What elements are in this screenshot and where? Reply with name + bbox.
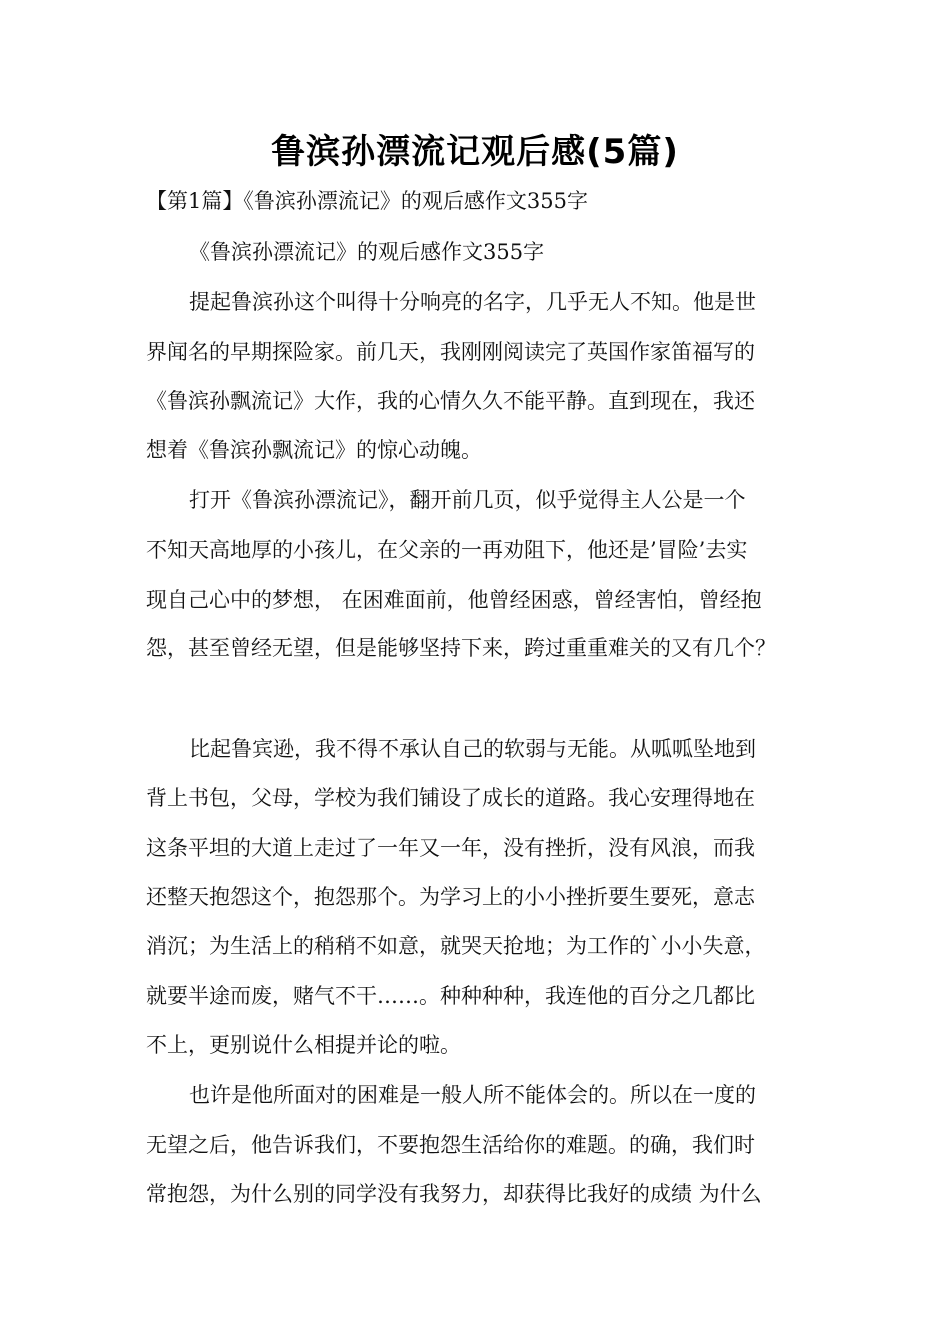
document-title: 鲁滨孙漂流记观后感(5篇) (271, 132, 679, 172)
paragraph-line: 打开《鲁滨孙漂流记》，翻开前几页，似乎觉得主人公是一个 (189, 488, 746, 512)
paragraph-line: 还整天抱怨这个，抱怨那个。为学习上的小小挫折要生要死，意志 (146, 885, 755, 909)
paragraph-line: 就要半途而废，赌气不干……。种种种种，我连他的百分之几都比 (146, 984, 755, 1008)
paragraph-line: 想着《鲁滨孙飘流记》的惊心动魄。 (146, 438, 482, 462)
paragraph-line: 怨，甚至曾经无望，但是能够坚持下来，跨过重重难关的又有几个？ (146, 636, 776, 660)
paragraph-line: 不知天高地厚的小孩儿，在父亲的一再劝阻下，他还是’冒险’去实 (146, 538, 748, 562)
paragraph-line: 不上，更别说什么相提并论的啦。 (146, 1033, 461, 1057)
paragraph-line: 也许是他所面对的困难是一般人所不能体会的。所以在一度的 (189, 1083, 756, 1107)
paragraph-line: 这条平坦的大道上走过了一年又一年，没有挫折，没有风浪，而我 (146, 836, 755, 860)
paragraph-line: 界闻名的早期探险家。前几天，我刚刚阅读完了英国作家笛福写的 (146, 340, 755, 364)
paragraph-line: 常抱怨，为什么别的同学没有我努力，却获得比我好的成绩 为什么 (146, 1182, 762, 1206)
paragraph-line: 无望之后，他告诉我们，不要抱怨生活给你的难题。的确，我们时 (146, 1133, 755, 1157)
paragraph-line: 比起鲁宾逊，我不得不承认自己的软弱与无能。从呱呱坠地到 (189, 737, 756, 761)
paragraph-line: 提起鲁滨孙这个叫得十分响亮的名字，几乎无人不知。他是世 (189, 290, 756, 314)
section-heading: 【第1篇】《鲁滨孙漂流记》的观后感作文355字 (146, 189, 588, 213)
essay-title: 《鲁滨孙漂流记》的观后感作文355字 (189, 240, 545, 264)
paragraph-line: 《鲁滨孙飘流记》大作，我的心情久久不能平静。直到现在，我还 (146, 389, 755, 413)
paragraph-line: 背上书包，父母，学校为我们铺设了成长的道路。我心安理得地在 (146, 786, 755, 810)
paragraph-line: 现自己心中的梦想， 在困难面前，他曾经困惑，曾经害怕，曾经抱 (146, 588, 762, 612)
paragraph-line: 消沉；为生活上的稍稍不如意，就哭天抢地；为工作的`小小失意， (146, 934, 766, 958)
